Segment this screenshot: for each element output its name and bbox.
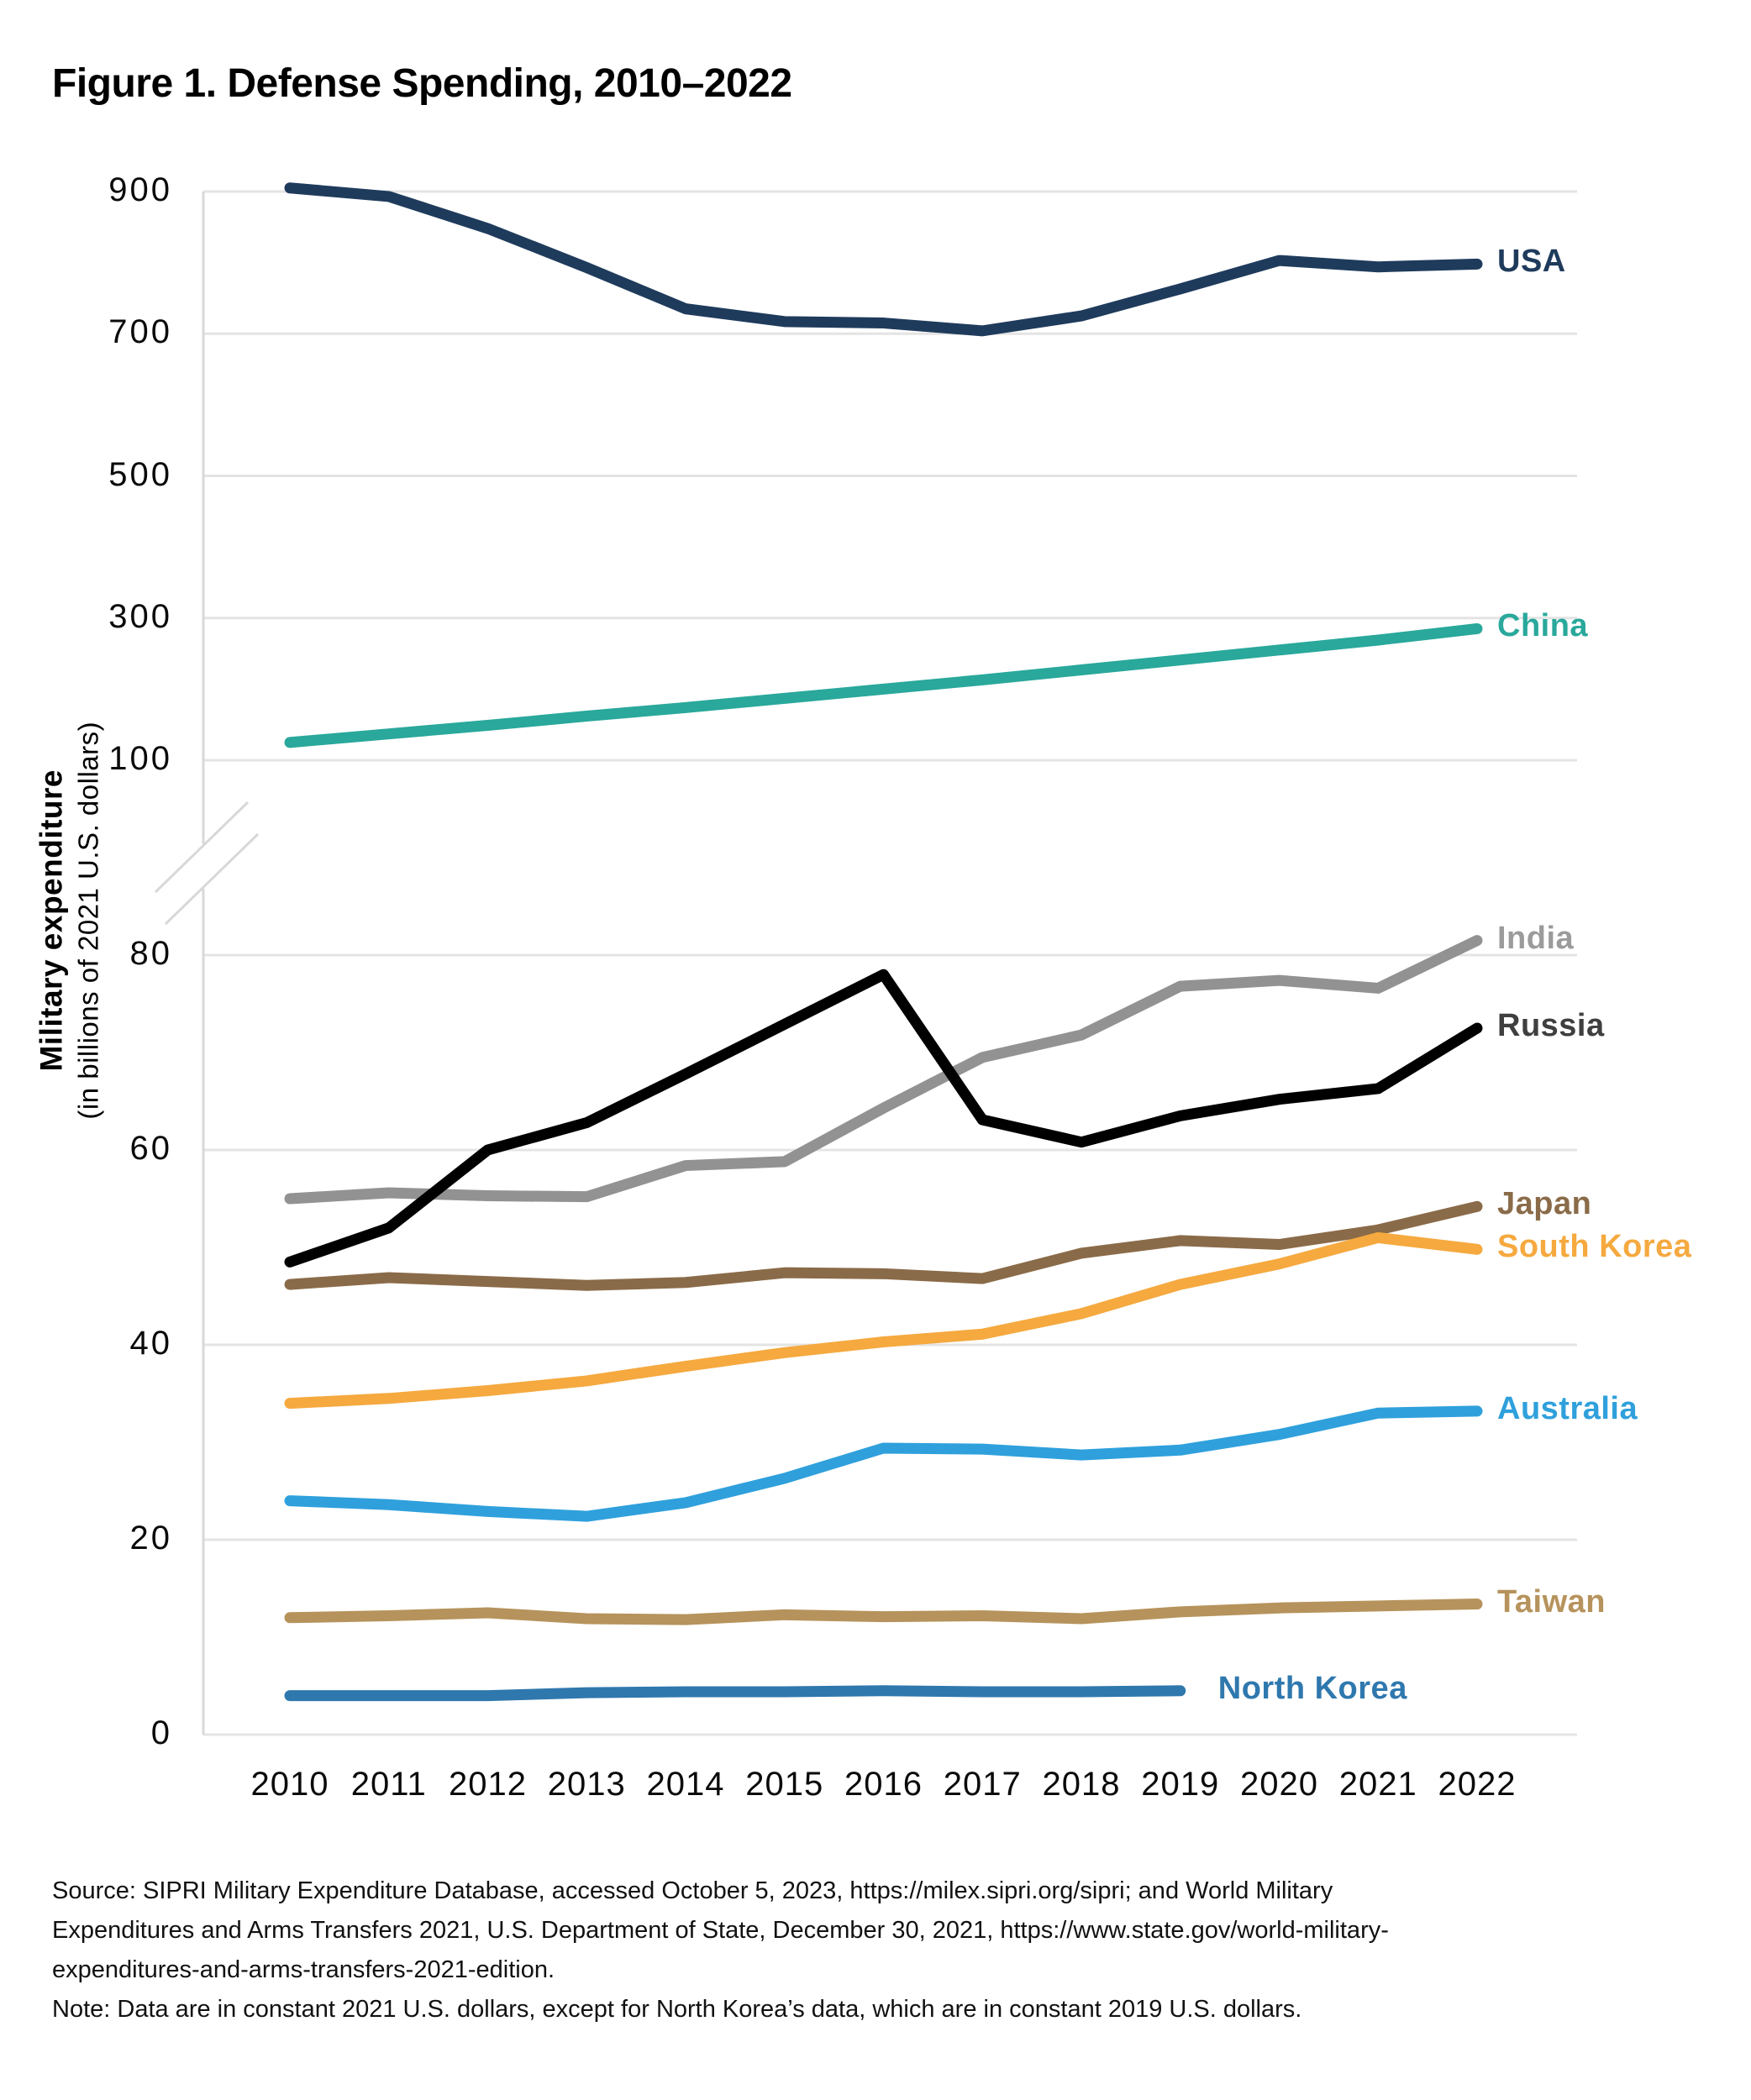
series-line-taiwan (290, 1604, 1477, 1620)
axis-break-slash (155, 802, 248, 892)
series-line-usa (290, 188, 1477, 331)
series-label-taiwan: Taiwan (1497, 1583, 1606, 1620)
x-tick-label-2013: 2013 (547, 1766, 626, 1803)
series-label-north-korea: North Korea (1217, 1670, 1407, 1706)
y-tick-label-40: 40 (129, 1325, 172, 1362)
source-line: Expenditures and Arms Transfers 2021, U.S. Department of State, December 30, 2021, https://www.state.gov/world-military- (52, 1917, 1389, 1944)
y-axis-title-units: (in billions of 2021 U.S. dollars) (72, 721, 104, 1120)
x-tick-label-2020: 2020 (1240, 1766, 1318, 1803)
y-tick-label-20: 20 (129, 1520, 172, 1557)
series-label-usa: USA (1497, 244, 1566, 280)
series-label-russia: Russia (1497, 1008, 1605, 1043)
x-tick-label-2014: 2014 (646, 1766, 725, 1803)
series-line-south-korea (290, 1237, 1477, 1403)
y-tick-label-300: 300 (108, 597, 172, 635)
series-label-china: China (1497, 608, 1589, 644)
series-line-australia (290, 1411, 1477, 1516)
x-tick-label-2017: 2017 (943, 1766, 1022, 1803)
note-line: Note: Data are in constant 2021 U.S. dollars, except for North Korea’s data, which are in constant 2019 U.S. dollars. (52, 1996, 1302, 2023)
x-tick-label-2010: 2010 (250, 1766, 329, 1803)
series-label-india: India (1497, 920, 1575, 956)
y-tick-label-0: 0 (150, 1714, 172, 1751)
y-tick-label-900: 900 (108, 171, 172, 208)
x-tick-label-2016: 2016 (844, 1766, 923, 1803)
x-tick-label-2018: 2018 (1042, 1766, 1121, 1803)
axis-break-slash (166, 834, 258, 924)
y-tick-label-80: 80 (129, 935, 172, 972)
series-line-china (290, 628, 1477, 742)
x-tick-label-2022: 2022 (1438, 1766, 1517, 1803)
y-tick-label-60: 60 (129, 1130, 172, 1167)
series-label-australia: Australia (1497, 1390, 1638, 1426)
source-line: expenditures-and-arms-transfers-2021-edition. (52, 1956, 555, 1983)
y-axis-title-main: Military expenditure (34, 769, 69, 1072)
x-tick-label-2021: 2021 (1338, 1766, 1417, 1803)
series-label-japan: Japan (1497, 1186, 1592, 1222)
y-tick-label-500: 500 (108, 455, 172, 493)
series-line-japan (290, 1206, 1477, 1285)
figure-title: Figure 1. Defense Spending, 2010–2022 (52, 61, 792, 106)
source-note (52, 1872, 1716, 2029)
y-tick-label-700: 700 (108, 313, 172, 351)
series-label-south-korea: South Korea (1497, 1229, 1692, 1265)
x-tick-label-2011: 2011 (350, 1766, 427, 1803)
y-tick-label-100: 100 (108, 740, 172, 777)
series-line-russia (290, 974, 1477, 1262)
x-tick-label-2019: 2019 (1141, 1766, 1220, 1803)
x-tick-label-2012: 2012 (449, 1766, 527, 1803)
series-line-north-korea (290, 1691, 1180, 1696)
source-line: Source: SIPRI Military Expenditure Database, accessed October 5, 2023, https://milex.sipri.org/sipri; and World Military (52, 1877, 1333, 1904)
x-tick-label-2015: 2015 (745, 1766, 824, 1803)
